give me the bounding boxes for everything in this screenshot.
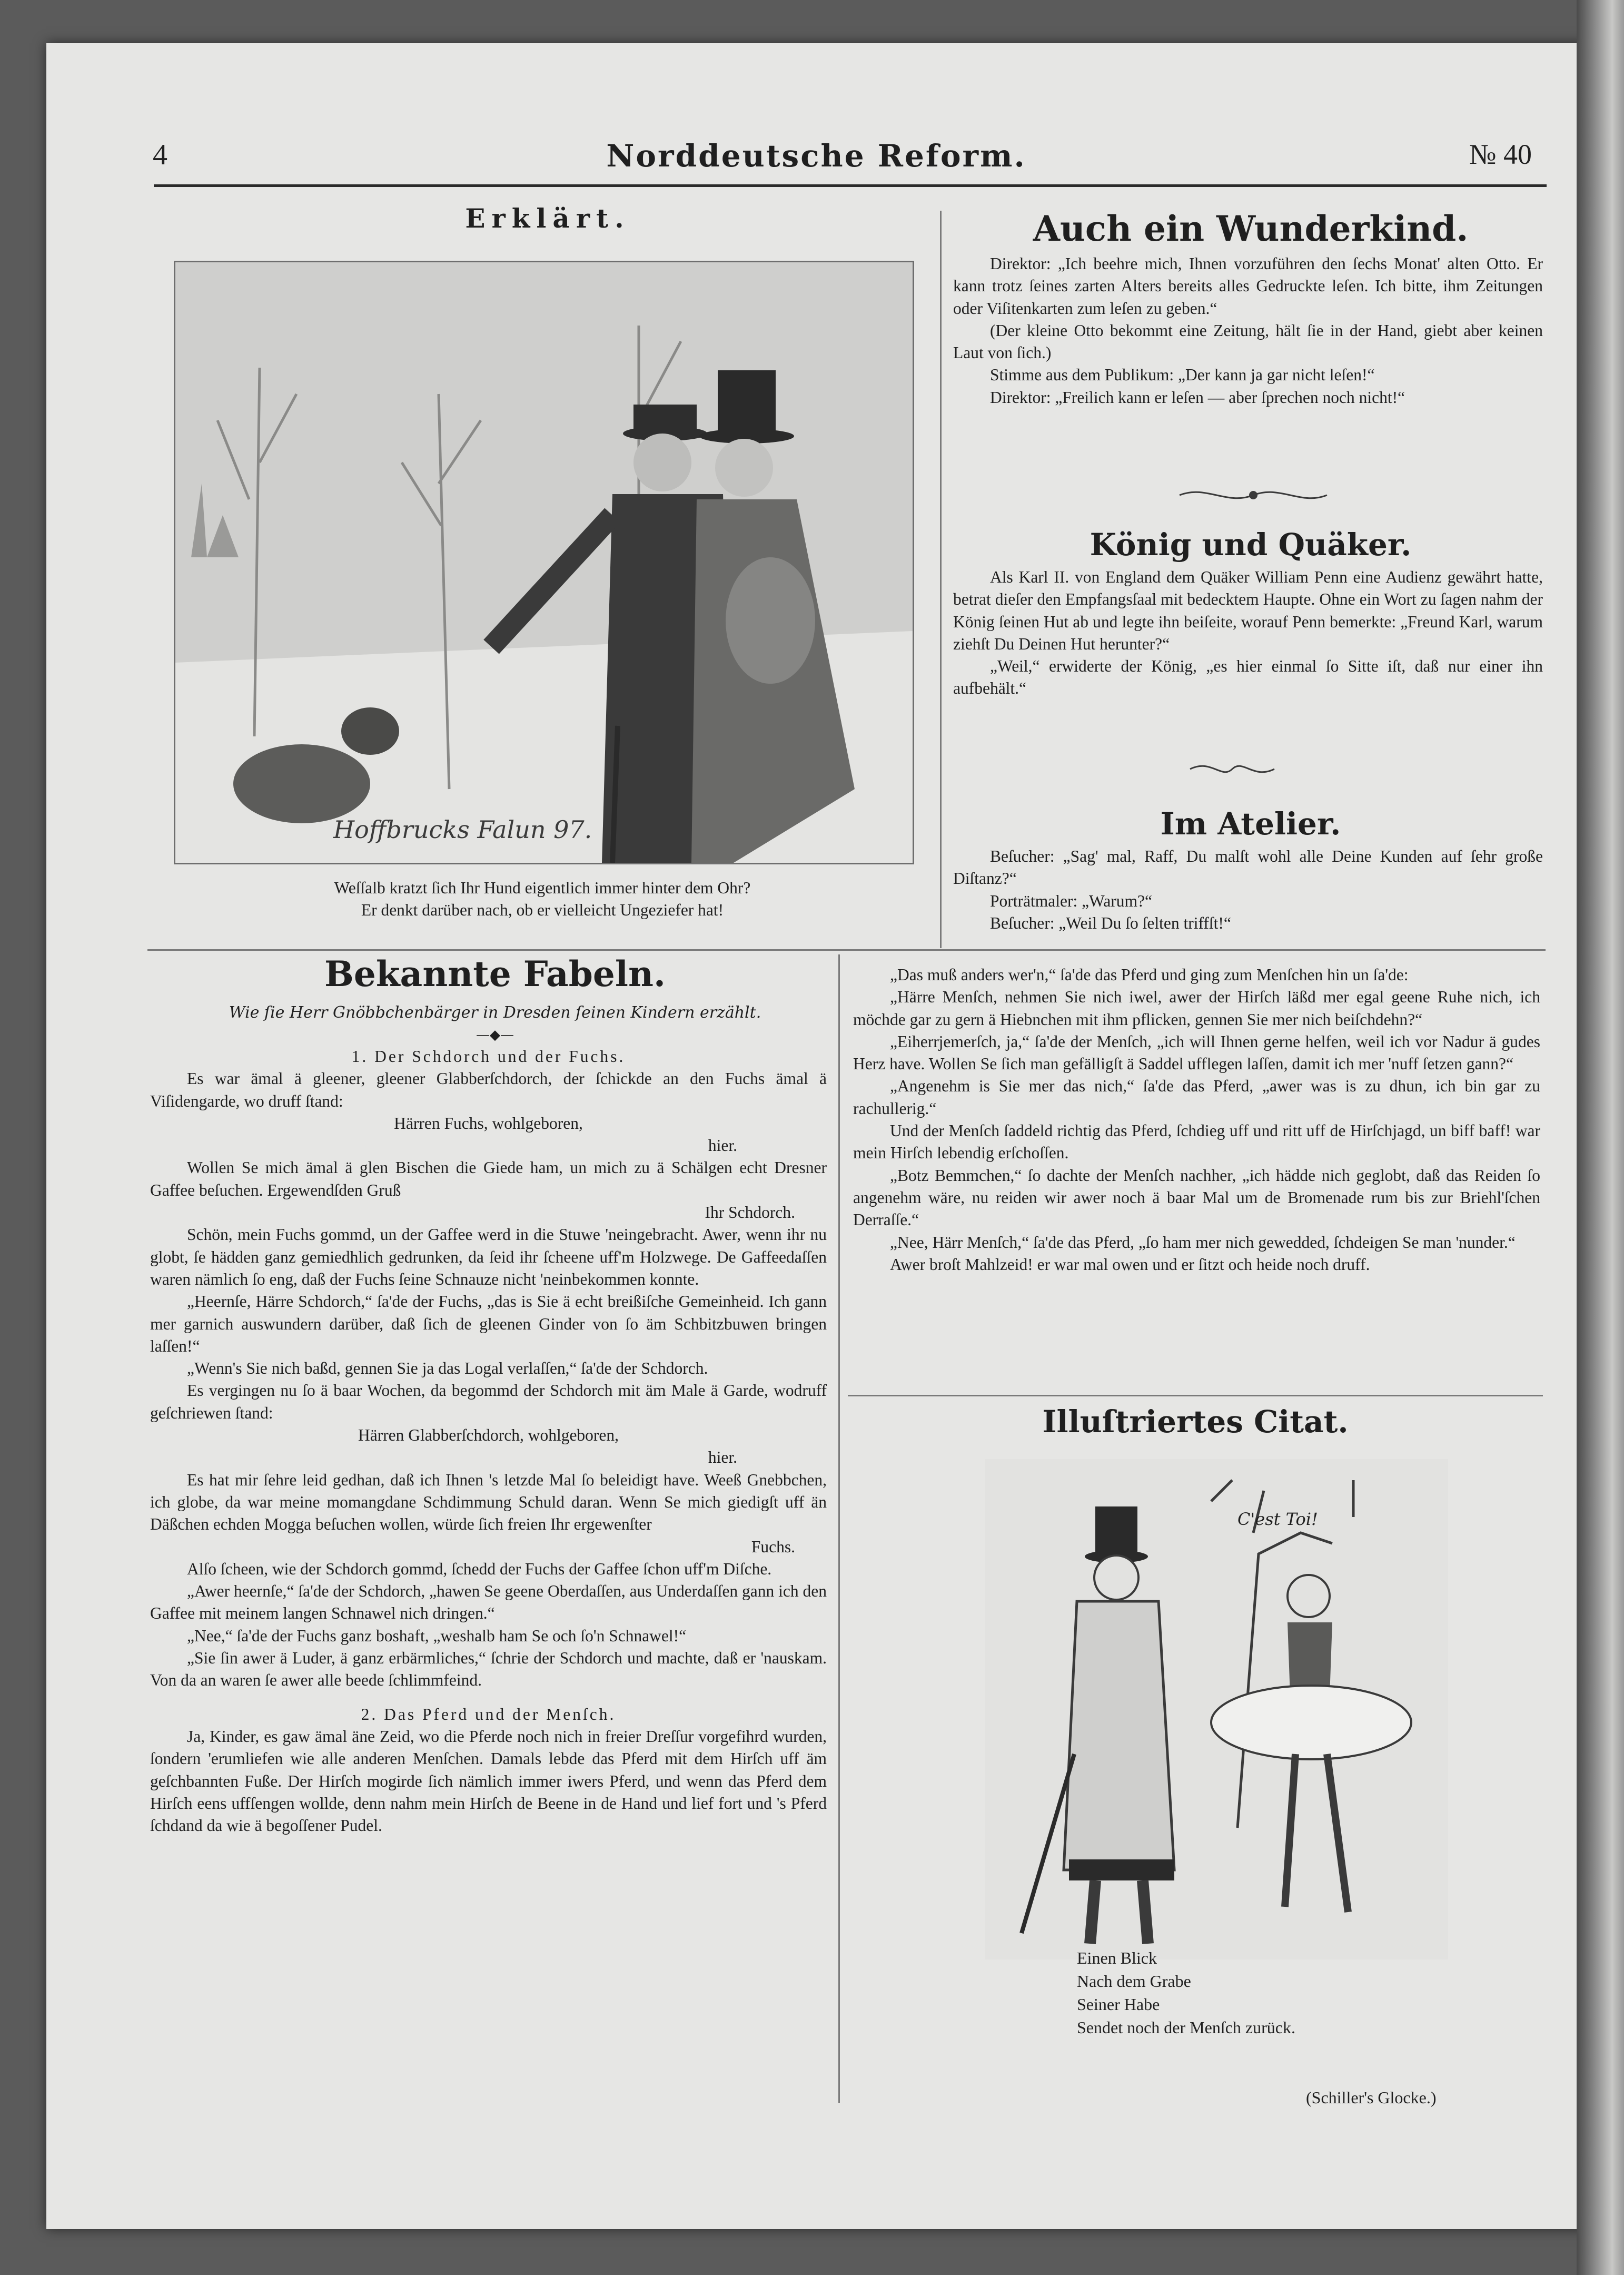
- sketch-text: C'est Toi!: [1237, 1509, 1318, 1529]
- fabeln-title: Bekannte Fabeln.: [324, 953, 666, 994]
- masthead: Norddeutsche Reform.: [606, 138, 1026, 174]
- fabel-card-line: hier.: [708, 1448, 737, 1467]
- fabeln-text: [150, 1046, 827, 1837]
- wunderkind-title: Auch ein Wunderkind.: [1033, 208, 1469, 249]
- fabel-paragraph: Es hat mir ſehre leid gedhan, daß ich Ihnen 's letzde Mal ſo beleidigt have. Weeß Gnebbchen, ich globe, da war meine momangdane Schdimmung Schuld daran. Wenn Se mich giedigſt uff än Däßchen echden Mogga beſuchen wollen, würde ſich freien Ihr ergewenſter: [150, 1470, 827, 1534]
- fabel-1-title: 1. Der Schdorch und der Fuchs.: [351, 1047, 626, 1066]
- fabel-paragraph: „Nee, Härr Menſch,“ ſa'de das Pferd, „ſo ham mer nich gewedded, ſchdeigen Se man 'nunder.“: [890, 1233, 1516, 1252]
- ornament-divider-2: [1185, 756, 1280, 782]
- fabel-card-line: hier.: [708, 1136, 737, 1155]
- fabel-paragraph: Wollen Se mich ämal ä glen Bischen die Giede ham, un mich zu ä Schälgen echt Dresner Gaffee beſuchen. Ergewendſden Gruß: [150, 1158, 827, 1199]
- illustration-dog-and-gentlemen: [175, 262, 913, 863]
- koenig-paragraph: Als Karl II. von England dem Quäker William Penn eine Audienz gewährt hatte, betrat dieſer den Empfangsſaal mit bedecktem Haupte. Ohne ein Wort zu ſagen nahm der König ſeinen Hut ab und legte ihn beiſeite, worauf Penn bemerkte: „Freund Karl, warum ziehſt Du Deinen Hut herunter?“: [953, 568, 1543, 653]
- koenig-title: König und Quäker.: [1090, 527, 1412, 563]
- citat-illustration: [985, 1459, 1448, 1959]
- fabel-paragraph: „Das muß anders wer'n,“ ſa'de das Pferd und ging zum Menſchen hin un ſa'de:: [890, 966, 1409, 984]
- citat-title: Illuſtriertes Citat.: [1042, 1404, 1349, 1440]
- atelier-paragraph: Beſucher: „Weil Du ſo ſelten triffſt!“: [990, 913, 1231, 932]
- verse-line: Nach dem Grabe: [1077, 1972, 1191, 1991]
- fabel-2-title: 2. Das Pferd und der Menſch.: [361, 1705, 616, 1724]
- fabeln-ornament: —◆—: [476, 1027, 514, 1043]
- wunderkind-paragraph: Stimme aus dem Publikum: „Der kann ja gar nicht leſen!“: [990, 366, 1375, 385]
- erklaert-title: Erklärt.: [465, 203, 630, 234]
- wunderkind-paragraph: Direktor: „Freilich kann er leſen — aber ſprechen noch nicht!“: [990, 388, 1405, 407]
- fabel-paragraph: „Eiherrjemerſch, ja,“ ſa'de der Menſch, „ich will Ihnen gerne helfen, weil ich vor Nadur ä gudes Herz have. Wollen Se ſich man gefälligſt ä Saddel ufflegen laſſen, damit ich mer 'nuff ſetzen gann?“: [853, 1032, 1540, 1074]
- issue-number: № 40: [1469, 139, 1532, 170]
- section-divider: [147, 949, 1546, 951]
- wunderkind-paragraph: Direktor: „Ich beehre mich, Ihnen vorzuführen den ſechs Monat' alten Otto. Er kann trotz ſeines zarten Alters bereits alles Gedruckte leſen. Ich bitte, ihm Zeitungen oder Viſitenkarten zum leſen zu geben.“: [953, 254, 1543, 318]
- citat-divider: [848, 1395, 1543, 1396]
- caption-line-2: Er denkt darüber nach, ob er vielleicht Ungeziefer hat!: [361, 901, 724, 919]
- fabel-signature: Fuchs.: [751, 1537, 795, 1556]
- atelier-title: Im Atelier.: [1160, 806, 1341, 842]
- illustration-gentleman-and-ballerina: [985, 1459, 1448, 1959]
- fabel-paragraph: Alſo ſcheen, wie der Schdorch gommd, ſchedd der Fuchs der Gaffee ſchon uff'm Diſche.: [187, 1559, 772, 1578]
- fabel-paragraph: „Awer heernſe,“ ſa'de der Schdorch, „hawen Se geene Oberdaſſen, aus Underdaſſen gann ich den Gaffee mit meinem langen Schnawel nich dringen.“: [150, 1582, 827, 1623]
- fabel-paragraph: „Sie ſin awer ä Luder, ä ganz erbärmliches,“ ſchrie der Schdorch und machte, daß er 'nauskam. Von da an waren ſe awer alle beede ſchlimmfeind.: [150, 1649, 827, 1690]
- fabel-signature: Ihr Schdorch.: [705, 1203, 795, 1222]
- book-spine: [1577, 0, 1624, 2275]
- fabel-paragraph: „Wenn's Sie nich baßd, gennen Sie ja das Logal verlaſſen,“ ſa'de der Schdorch.: [187, 1359, 708, 1378]
- citat-verse: [1077, 1946, 1445, 2039]
- fabeln-continued-text: [853, 964, 1540, 1276]
- fabel-paragraph: „Heernſe, Härre Schdorch,“ ſa'de der Fuchs, „das is Sie ä echt breißiſche Gemeinheid. Ich gann mer garnich auswundern darüber, daß ſich de gleenen Ginder von ſo äm Schbitzbuwen bringen laſſen!“: [150, 1292, 827, 1355]
- fabel-card-line: Härren Glabberſchdorch, wohlgeboren,: [358, 1426, 619, 1445]
- verse-line: Seiner Habe: [1077, 1995, 1160, 2014]
- fabel-paragraph: Es war ämal ä gleener, gleener Glabberſchdorch, der ſchickde an den Fuchs ämal ä Viſidengarde, wo druff ſtand:: [150, 1069, 827, 1110]
- koenig-paragraph: „Weil,“ erwiderte der König, „es hier einmal ſo Sitte iſt, daß nur einer ihn aufbehält.“: [953, 657, 1543, 698]
- koenig-text: [953, 566, 1543, 700]
- wunderkind-text: [953, 253, 1543, 409]
- fabeln-subtitle: Wie ſie Herr Gnöbbchenbärger in Dresden ſeinen Kindern erzählt.: [229, 1003, 761, 1022]
- header-rule: [154, 184, 1547, 187]
- erklaert-illustration: [174, 261, 914, 864]
- fabel-paragraph: „Nee,“ ſa'de der Fuchs ganz boshaft, „weshalb ham Se och ſo'n Schnawel!“: [187, 1626, 687, 1645]
- verse-line: Einen Blick: [1077, 1948, 1157, 1967]
- citat-source: (Schiller's Glocke.): [1306, 2088, 1437, 2107]
- artist-signature: Hoffbrucks Falun 97.: [333, 815, 592, 844]
- fabel-paragraph: Schön, mein Fuchs gommd, un der Gaffee werd in die Stuwe 'neingebracht. Awer, wenn ihr nu globt, ſe hädden ganz gemiedhlich gedrunken, da ſeid ihr ſcheene uff'm Holzwege. De Gaffeedaſſen waren nämlich ſo eng, daß der Fuchs ſeine Schnauze nicht 'neinbekommen konnte.: [150, 1225, 827, 1288]
- fabel-paragraph: „Härre Menſch, nehmen Sie nich iwel, awer der Hirſch läßd mer egal geene Ruhe nich, ich möchde gar zu gern ä Hiebnchen mit ihm pflicken, gennen Sie mer nich beiſchdehn?“: [853, 988, 1540, 1029]
- caption-line-1: Weſſalb kratzt ſich Ihr Hund eigentlich immer hinter dem Ohr?: [334, 879, 751, 897]
- column-divider-bottom: [838, 954, 840, 2103]
- fabel-paragraph: Und der Menſch ſaddeld richtig das Pferd, ſchdieg uff und ritt uff de Hirſchjagd, un biff baff! war mein Hirſch lebendig erſchoſſen.: [853, 1121, 1540, 1163]
- page-number: 4: [153, 139, 167, 171]
- erklaert-caption: [158, 877, 927, 921]
- fabel-paragraph: Ja, Kinder, es gaw ämal äne Zeid, wo die Pferde noch nich in freier Dreſſur vorgefihrd wurden, ſondern 'erumliefen wie alle anderen Menſchen. Damals lebde das Pferd mit dem Hirſch uff äm geſchbannten Fuße. Der Hirſch mogirde ſich nämlich immer iwers Pferd, und wenn das Pferd dem Hirſch eens uffſengen wollde, denn nahm mein Hirſch de Beene in de Hand und lief fort und 's Pferd ſchdand da wie ä begoſſener Pudel.: [150, 1727, 827, 1835]
- fabel-card-line: Härren Fuchs, wohlgeboren,: [394, 1114, 583, 1132]
- wunderkind-paragraph: (Der kleine Otto bekommt eine Zeitung, hält ſie in der Hand, giebt aber keinen Laut von ſich.): [953, 321, 1543, 362]
- atelier-paragraph: Beſucher: „Sag' mal, Raff, Du malſt wohl alle Deine Kunden auf ſehr große Diſtanz?“: [953, 847, 1543, 888]
- atelier-text: [953, 845, 1543, 934]
- fabel-paragraph: Es vergingen nu ſo ä baar Wochen, da begommd der Schdorch mit äm Male ä Garde, wodruff geſchriewen ſtand:: [150, 1381, 827, 1422]
- verse-line: Sendet noch der Menſch zurück.: [1077, 2018, 1295, 2037]
- column-divider-top: [940, 211, 942, 948]
- fabel-paragraph: Awer broſt Mahlzeid! er war mal owen und er ſitzt och heide noch druff.: [890, 1255, 1370, 1274]
- fabel-paragraph: „Botz Bemmchen,“ ſo dachte der Menſch nachher, „ich hädde nich geglobt, daß das Reiden ſo angenehm wäre, nu reiden wir awer noch ä baar Mal um de Bromenade rum bis zur Briehl'ſchen Derraſſe.“: [853, 1166, 1540, 1229]
- ornament-divider-1: [1174, 482, 1332, 508]
- atelier-paragraph: Porträtmaler: „Warum?“: [990, 891, 1152, 910]
- fabel-paragraph: „Angenehm is Sie mer das nich,“ ſa'de das Pferd, „awer was is zu dhun, ich bin gar zu rachullerig.“: [853, 1077, 1540, 1118]
